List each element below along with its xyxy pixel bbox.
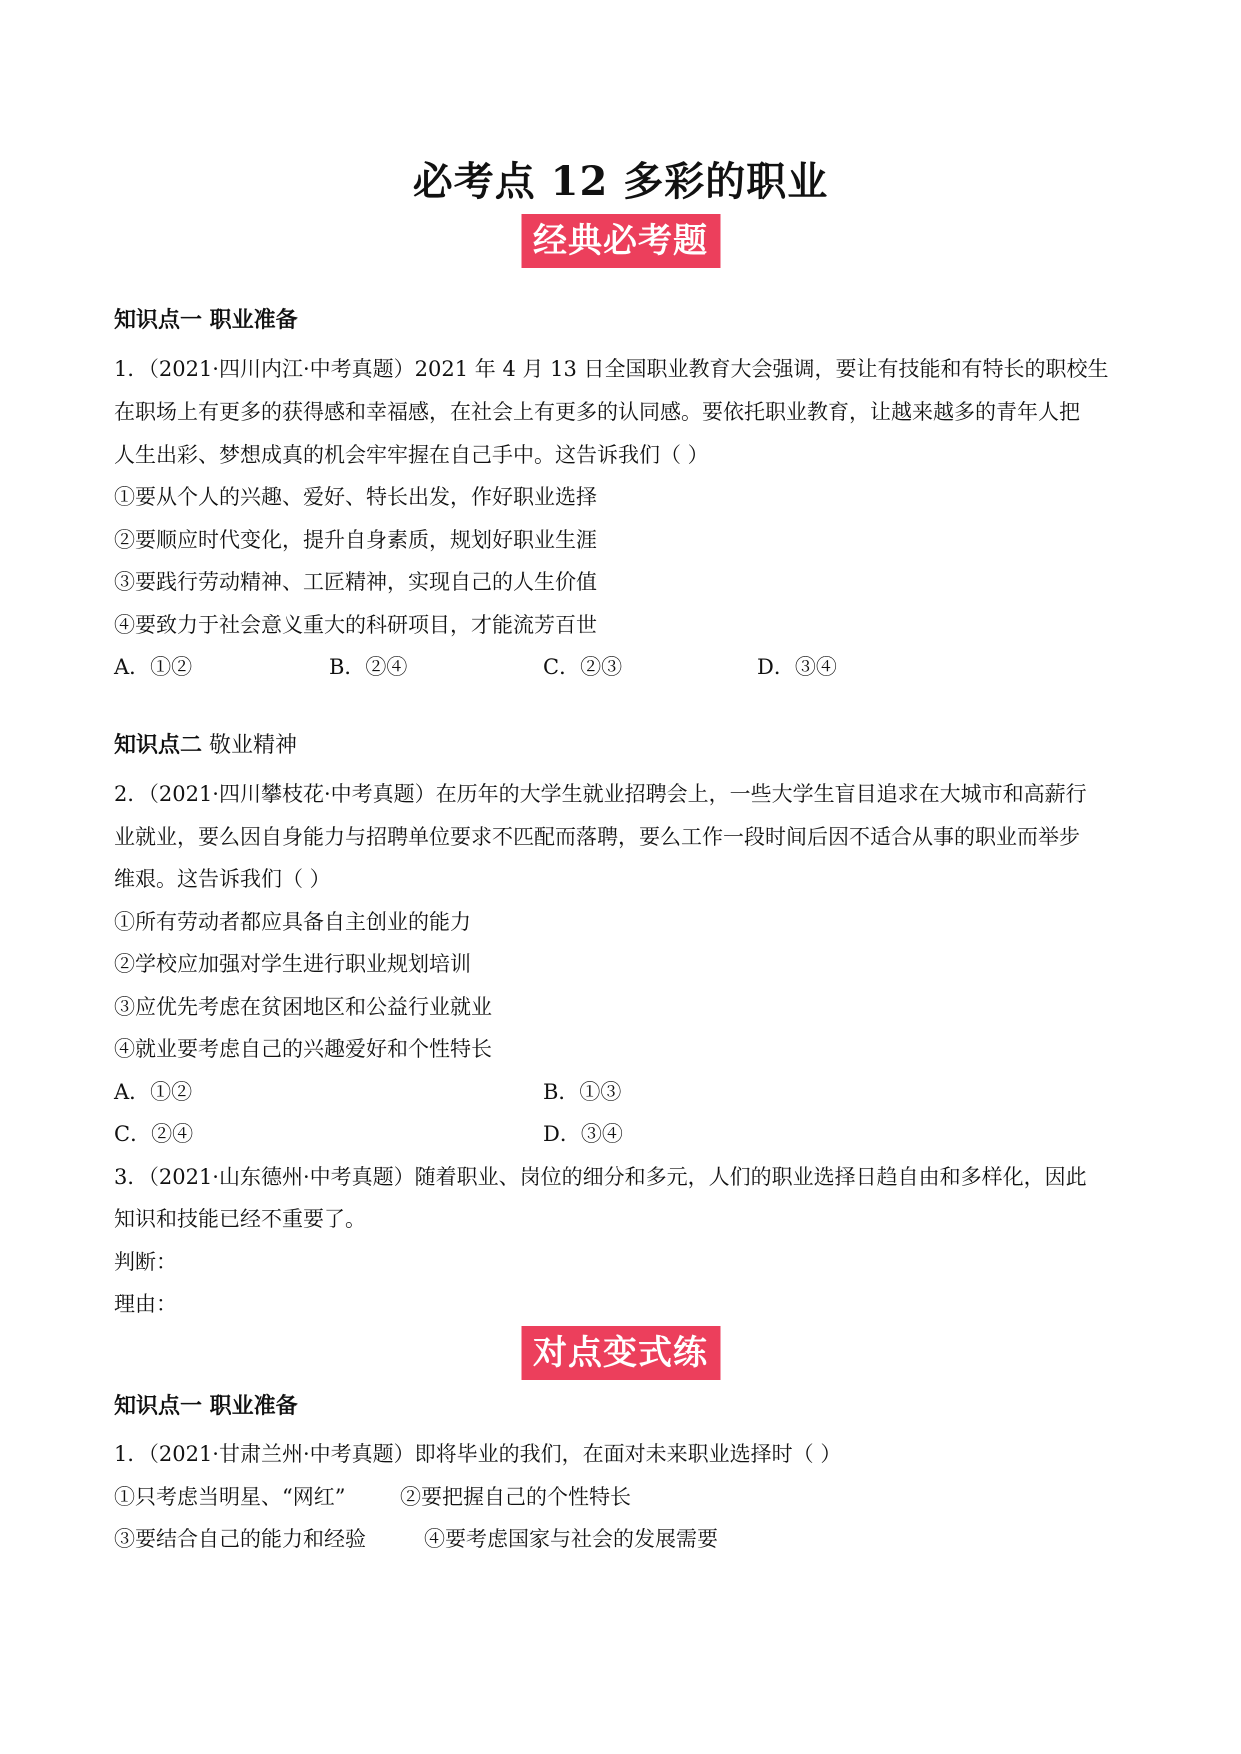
reason-label: 理由： <box>114 1292 177 1316</box>
question-text: 业就业，要么因自身能力与招聘单位要求不匹配而落聘，要么工作一段时间后因不适合从事的职业而举步 <box>114 825 1080 849</box>
question-text: 2．（2021·四川攀枝花·中考真题）在历年的大学生就业招聘会上，一些大学生盲目追求在大城市和高薪行 <box>114 782 1087 806</box>
answer-option-b[interactable]: B．②④ <box>329 655 408 679</box>
statement-item: ③应优先考虑在贫困地区和公益行业就业 <box>114 995 492 1019</box>
answer-option-d[interactable]: D．③④ <box>543 1122 623 1146</box>
statement-item: ③要践行劳动精神、工匠精神，实现自己的人生价值 <box>114 570 597 594</box>
statement-item: ④就业要考虑自己的兴趣爱好和个性特长 <box>114 1037 492 1061</box>
statement-item: ①要从个人的兴趣、爱好、特长出发，作好职业选择 <box>114 485 597 509</box>
statement-item: ③要结合自己的能力和经验 <box>114 1527 366 1551</box>
section-heading: 知识点一 职业准备 <box>114 308 298 333</box>
question-text: 人生出彩、梦想成真的机会牢牢握在自己手中。这告诉我们（ ） <box>114 443 709 467</box>
section-heading <box>114 731 297 761</box>
statement-item: ④要考虑国家与社会的发展需要 <box>424 1527 718 1551</box>
section-heading-number: 知识点二 <box>114 733 203 758</box>
answer-option-a[interactable]: A．①② <box>114 655 193 679</box>
statement-item: ②要顺应时代变化，提升自身素质，规划好职业生涯 <box>114 528 597 552</box>
question-text: 1．（2021·四川内江·中考真题）2021 年 4 月 13 日全国职业教育大会强调，要让有技能和有特长的职校生 <box>114 357 1109 381</box>
answer-option-b[interactable]: B．①③ <box>543 1080 622 1104</box>
question-text: 维艰。这告诉我们（ ） <box>114 867 331 891</box>
page-title: 必考点 12 多彩的职业 <box>412 158 829 205</box>
section-heading-topic: 敬业精神 <box>202 733 298 758</box>
answer-option-d[interactable]: D．③④ <box>757 655 837 679</box>
section-heading: 知识点一 职业准备 <box>114 1394 298 1419</box>
question-text: 知识和技能已经不重要了。 <box>114 1207 366 1231</box>
answer-option-a[interactable]: A．①② <box>114 1080 193 1104</box>
question-text: 在职场上有更多的获得感和幸福感，在社会上有更多的认同感。要依托职业教育，让越来越多的青年人把 <box>114 400 1080 424</box>
question-text: 1．（2021·甘肃兰州·中考真题）即将毕业的我们，在面对未来职业选择时（ ） <box>114 1442 842 1466</box>
answer-option-c[interactable]: C．②④ <box>114 1122 194 1146</box>
statement-item: ①所有劳动者都应具备自主创业的能力 <box>114 910 471 934</box>
question-text: 3．（2021·山东德州·中考真题）随着职业、岗位的细分和多元，人们的职业选择日趋自由和多样化，因此 <box>114 1165 1087 1189</box>
statement-item: ②学校应加强对学生进行职业规划培训 <box>114 952 471 976</box>
judgement-label: 判断： <box>114 1250 177 1274</box>
statement-item: ④要致力于社会意义重大的科研项目，才能流芳百世 <box>114 613 597 637</box>
statement-item: ①只考虑当明星、“网红” <box>114 1485 346 1509</box>
answer-option-c[interactable]: C．②③ <box>543 655 623 679</box>
banner-practice: 对点变式练 <box>521 1326 720 1380</box>
banner-classic: 经典必考题 <box>521 214 720 268</box>
statement-item: ②要把握自己的个性特长 <box>400 1485 631 1509</box>
